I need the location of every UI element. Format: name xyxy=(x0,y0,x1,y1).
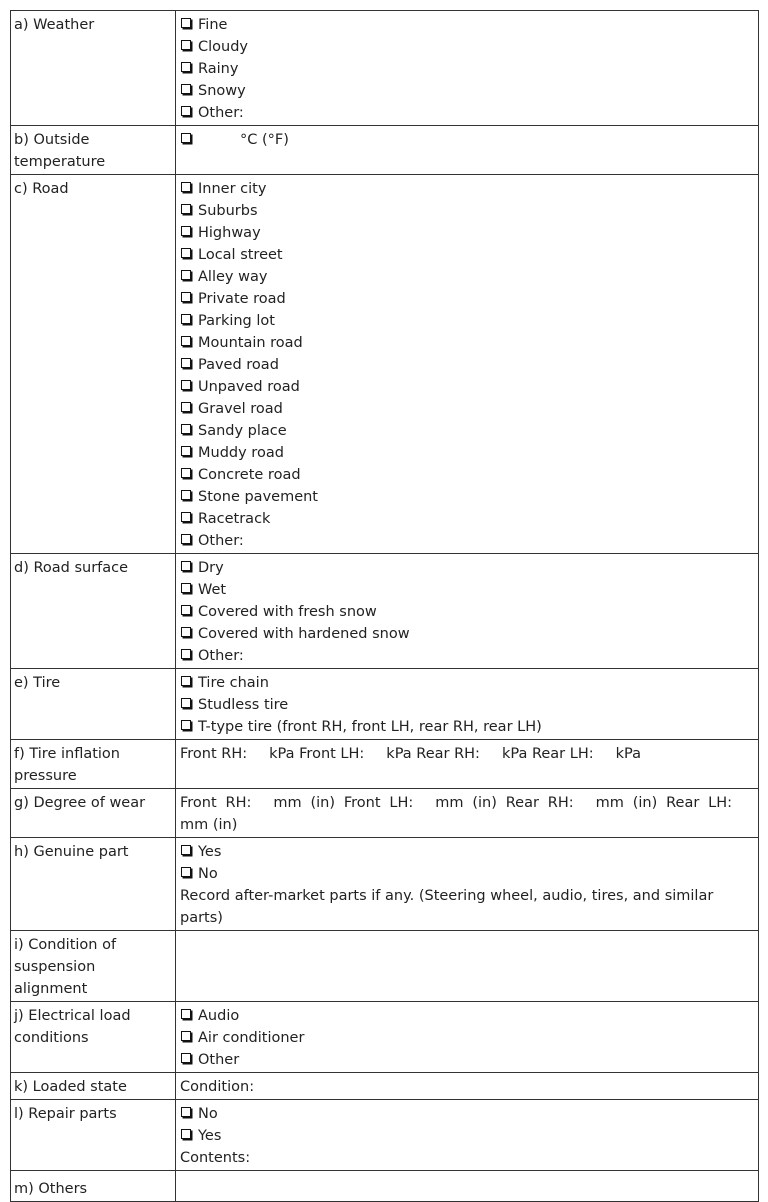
weather-options xyxy=(176,11,759,126)
genuine-part-option-yes[interactable]: Yes xyxy=(180,841,754,863)
electrical-load-option-audio[interactable]: Audio xyxy=(180,1005,754,1027)
checkbox-icon[interactable] xyxy=(181,468,191,478)
checkbox-icon[interactable] xyxy=(181,226,191,236)
electrical-load-label: j) Electrical load conditions xyxy=(11,1002,176,1073)
rear-rh-pressure-field[interactable]: Rear RH: kPa xyxy=(416,746,528,762)
loaded-state-label: k) Loaded state xyxy=(11,1073,176,1100)
road-option[interactable]: Unpaved road xyxy=(180,376,754,398)
checkbox-icon[interactable] xyxy=(181,358,191,368)
row-genuine-part xyxy=(11,838,759,931)
temperature-unit: °C (°F) xyxy=(240,132,289,148)
road-surface-option[interactable]: Dry xyxy=(180,557,754,579)
checkbox-icon[interactable] xyxy=(181,18,191,28)
road-option[interactable]: Stone pavement xyxy=(180,486,754,508)
checkbox-icon[interactable] xyxy=(181,270,191,280)
checkbox-icon[interactable] xyxy=(181,424,191,434)
checkbox-icon[interactable] xyxy=(181,583,191,593)
front-rh-wear-field[interactable]: Front RH: mm (in) xyxy=(180,795,336,811)
road-surface-option[interactable]: Covered with hardened snow xyxy=(180,623,754,645)
electrical-load-option-air-conditioner[interactable]: Air conditioner xyxy=(180,1027,754,1049)
genuine-part-option-no[interactable]: No xyxy=(180,863,754,885)
row-loaded-state xyxy=(11,1073,759,1100)
checkbox-icon[interactable] xyxy=(181,1053,191,1063)
tire-label: e) Tire xyxy=(11,669,176,740)
checkbox-icon[interactable] xyxy=(181,676,191,686)
checkbox-icon[interactable] xyxy=(181,446,191,456)
checkbox-icon[interactable] xyxy=(181,698,191,708)
road-option[interactable]: Other: xyxy=(180,530,754,552)
road-option[interactable]: Paved road xyxy=(180,354,754,376)
loaded-state-condition-field[interactable]: Condition: xyxy=(176,1073,759,1100)
checkbox-icon[interactable] xyxy=(181,867,191,877)
checkbox-icon[interactable] xyxy=(181,534,191,544)
electrical-load-options xyxy=(176,1002,759,1073)
road-option[interactable]: Sandy place xyxy=(180,420,754,442)
road-option[interactable]: Concrete road xyxy=(180,464,754,486)
rear-lh-pressure-field[interactable]: Rear LH: kPa xyxy=(531,746,641,762)
outside-temperature-field xyxy=(176,126,759,175)
road-option[interactable]: Mountain road xyxy=(180,332,754,354)
suspension-alignment-field[interactable] xyxy=(176,931,759,1002)
weather-option-snowy[interactable]: Snowy xyxy=(180,80,754,102)
row-tire-inflation-pressure xyxy=(11,740,759,789)
genuine-part-options xyxy=(176,838,759,931)
row-outside-temperature xyxy=(11,126,759,175)
repair-parts-contents-field[interactable]: Contents: xyxy=(180,1150,251,1166)
weather-label: a) Weather xyxy=(11,11,176,126)
others-field[interactable] xyxy=(176,1171,759,1202)
degree-of-wear-label: g) Degree of wear xyxy=(11,789,176,838)
checkbox-icon[interactable] xyxy=(181,561,191,571)
row-electrical-load xyxy=(11,1002,759,1073)
checkbox-icon[interactable] xyxy=(181,380,191,390)
outside-temperature-option[interactable] xyxy=(180,129,754,151)
checkbox-icon[interactable] xyxy=(181,649,191,659)
suspension-alignment-label: i) Condition of suspension alignment xyxy=(11,931,176,1002)
checkbox-icon[interactable] xyxy=(181,402,191,412)
repair-parts-option-yes[interactable]: Yes xyxy=(180,1125,754,1147)
road-option[interactable]: Highway xyxy=(180,222,754,244)
row-degree-of-wear xyxy=(11,789,759,838)
road-surface-option[interactable]: Covered with fresh snow xyxy=(180,601,754,623)
road-option[interactable]: Racetrack xyxy=(180,508,754,530)
tire-option[interactable]: Tire chain xyxy=(180,672,754,694)
road-option[interactable]: Suburbs xyxy=(180,200,754,222)
repair-parts-options xyxy=(176,1100,759,1171)
weather-option-cloudy[interactable]: Cloudy xyxy=(180,36,754,58)
repair-parts-label: l) Repair parts xyxy=(11,1100,176,1171)
checkbox-icon[interactable] xyxy=(181,248,191,258)
checkbox-icon[interactable] xyxy=(181,845,191,855)
checkbox-icon[interactable] xyxy=(181,106,191,116)
front-rh-pressure-field[interactable]: Front RH: kPa xyxy=(180,746,295,762)
checkbox-icon[interactable] xyxy=(181,490,191,500)
checkbox-icon[interactable] xyxy=(181,182,191,192)
checkbox-icon[interactable] xyxy=(181,720,191,730)
front-lh-wear-field[interactable]: Front LH: mm (in) xyxy=(343,795,497,811)
road-surface-label: d) Road surface xyxy=(11,554,176,669)
after-market-parts-note[interactable]: Record after-market parts if any. (Steering wheel, audio, tires, and similar parts) xyxy=(180,888,714,926)
checkbox-icon[interactable] xyxy=(181,605,191,615)
weather-option-other[interactable]: Other: xyxy=(180,102,754,124)
row-road xyxy=(11,175,759,554)
checkbox-icon[interactable] xyxy=(181,336,191,346)
front-lh-pressure-field[interactable]: Front LH: kPa xyxy=(299,746,412,762)
tire-options xyxy=(176,669,759,740)
road-option[interactable]: Parking lot xyxy=(180,310,754,332)
row-suspension-alignment xyxy=(11,931,759,1002)
row-tire xyxy=(11,669,759,740)
row-repair-parts xyxy=(11,1100,759,1171)
road-option[interactable]: Local street xyxy=(180,244,754,266)
rear-rh-wear-field[interactable]: Rear RH: mm (in) xyxy=(505,795,658,811)
road-option[interactable]: Muddy road xyxy=(180,442,754,464)
checkbox-icon[interactable] xyxy=(181,1129,191,1139)
road-surface-option[interactable]: Other: xyxy=(180,645,754,667)
checkbox-icon[interactable] xyxy=(181,204,191,214)
checkbox-icon[interactable] xyxy=(181,292,191,302)
checkbox-icon[interactable] xyxy=(181,84,191,94)
row-others xyxy=(11,1171,759,1202)
tire-inflation-pressure-label: f) Tire inflation pressure xyxy=(11,740,176,789)
road-option[interactable]: Alley way xyxy=(180,266,754,288)
road-option[interactable]: Gravel road xyxy=(180,398,754,420)
road-surface-option[interactable]: Wet xyxy=(180,579,754,601)
checkbox-icon[interactable] xyxy=(181,62,191,72)
checkbox-icon[interactable] xyxy=(181,314,191,324)
row-weather xyxy=(11,11,759,126)
weather-option-rainy[interactable]: Rainy xyxy=(180,58,754,80)
checkbox-icon[interactable] xyxy=(181,1009,191,1019)
checkbox-icon[interactable] xyxy=(181,40,191,50)
degree-of-wear-fields xyxy=(176,789,759,838)
electrical-load-option-other[interactable]: Other xyxy=(180,1049,754,1071)
checkbox-icon[interactable] xyxy=(181,1031,191,1041)
genuine-part-label: h) Genuine part xyxy=(11,838,176,931)
road-label: c) Road xyxy=(11,175,176,554)
row-road-surface xyxy=(11,554,759,669)
tire-option[interactable]: T-type tire (front RH, front LH, rear RH, rear LH) xyxy=(180,716,754,738)
road-option[interactable]: Private road xyxy=(180,288,754,310)
checkbox-icon[interactable] xyxy=(181,627,191,637)
checkbox-icon[interactable] xyxy=(181,133,191,143)
checkbox-icon[interactable] xyxy=(181,1107,191,1117)
repair-parts-option-no[interactable]: No xyxy=(180,1103,754,1125)
tire-option[interactable]: Studless tire xyxy=(180,694,754,716)
rear-lh-wear-field[interactable]: Rear LH:mm (in) xyxy=(180,795,732,833)
weather-option-fine[interactable]: Fine xyxy=(180,14,754,36)
road-surface-options xyxy=(176,554,759,669)
road-option[interactable]: Inner city xyxy=(180,178,754,200)
tire-inflation-pressure-fields xyxy=(176,740,759,789)
vehicle-condition-form xyxy=(10,10,759,1202)
checkbox-icon[interactable] xyxy=(181,512,191,522)
outside-temperature-label: b) Outside temperature xyxy=(11,126,176,175)
others-label: m) Others xyxy=(11,1171,176,1202)
road-options xyxy=(176,175,759,554)
